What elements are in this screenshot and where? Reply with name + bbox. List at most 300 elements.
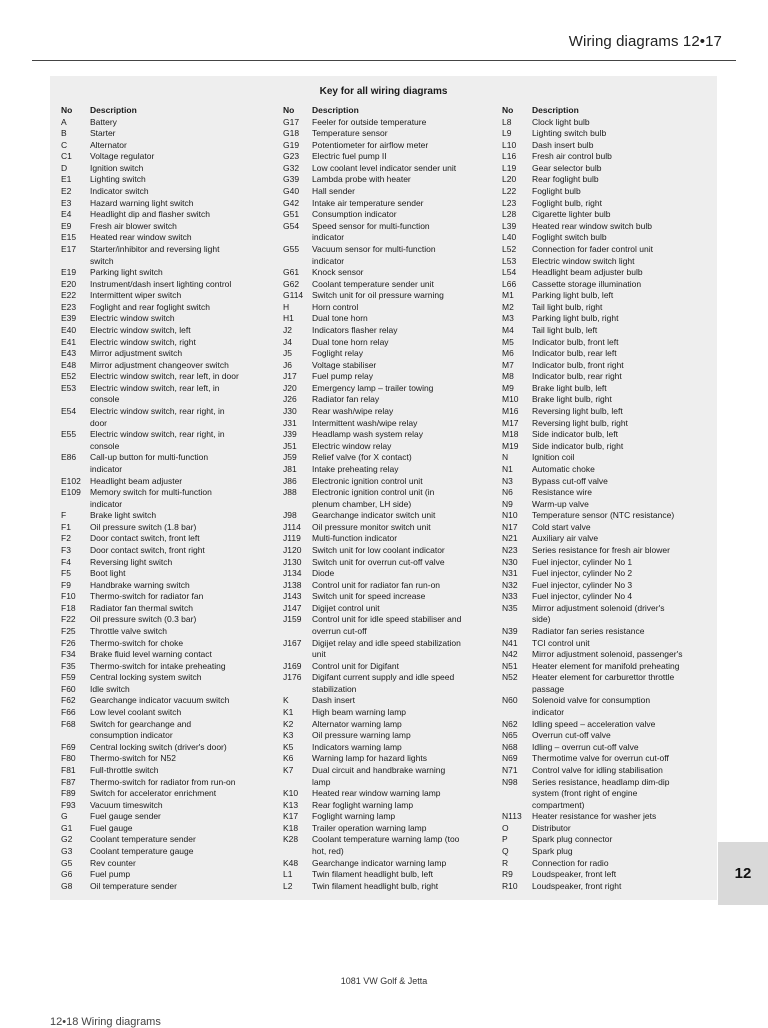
component-description: Foglight bulb, right [532,197,602,208]
component-code: F59 [61,672,76,683]
component-code: G32 [283,162,300,173]
component-description: Switch for accelerator enrichment [90,788,217,799]
key-entry-row [61,383,239,395]
component-code: J169 [283,660,302,671]
component-code: F [61,510,67,521]
component-description: Connection for fader control unit [532,243,653,254]
key-entry-row [502,476,682,488]
component-code: M5 [502,336,514,347]
key-entry-row [283,221,461,233]
key-entry-row [283,117,461,129]
column-header-no: No [61,105,73,115]
key-entry-row [502,638,682,650]
component-code: E53 [61,382,77,393]
key-entry-row [283,302,461,314]
component-description: Call-up button for multi-function [90,452,209,463]
component-description: Emergency lamp – trailer towing [312,382,434,393]
key-entry-row [283,487,461,499]
component-code: J59 [283,452,297,463]
component-description: switch [90,255,114,266]
component-description: Parking light bulb, left [532,290,614,301]
component-code: F26 [61,637,76,648]
component-description: Electric window switch, rear right, in [90,406,225,417]
key-entry-row [502,846,682,858]
component-code: N113 [502,811,522,822]
key-entry-row [61,522,239,534]
key-entry-row [502,742,682,754]
component-code: L2 [283,880,293,891]
component-description: overrun cut-off [312,626,367,637]
key-entry-row [283,765,461,777]
component-description: Heater element for manifold preheating [532,660,680,671]
component-description: Switch unit for low coolant indicator [312,544,445,555]
component-description: Switch unit for speed increase [312,591,426,602]
component-code [61,394,90,406]
key-entry-row [61,614,239,626]
component-description: Thermo-switch for choke [90,637,184,648]
key-entry-row [502,858,682,870]
component-description: Knock sensor [312,267,364,278]
component-code: L53 [502,255,517,266]
key-entry-row [283,464,461,476]
component-description: Headlight dip and flasher switch [90,209,211,220]
key-entry-row [61,371,239,383]
key-entry-row [502,522,682,534]
component-description: Thermotime valve for overrun cut-off [532,753,669,764]
component-code: F87 [61,776,76,787]
key-entry-row [283,244,461,256]
component-code [283,649,312,661]
key-entry-row [283,777,461,789]
component-code [61,256,90,268]
component-description: Radiator fan series resistance [532,626,645,637]
component-description: Fuel gauge sender [90,811,161,822]
component-code: E55 [61,429,77,440]
key-entry-row [502,151,682,163]
key-entry-row [283,753,461,765]
component-description: Fuel injector, cylinder No 3 [532,579,633,590]
key-entry-row [61,765,239,777]
key-entry-row [61,626,239,638]
component-description: Dash insert [312,695,355,706]
key-entry-row [283,429,461,441]
key-entry-row [502,464,682,476]
key-entry-row [61,533,239,545]
key-entry-row [502,649,682,661]
component-description: Electronic ignition control unit (in [312,487,435,498]
component-description: Dual circuit and handbrake warning [312,764,446,775]
key-entry-row [61,869,239,881]
key-entry-row [283,603,461,615]
key-entry-row [283,151,461,163]
component-code: N98 [502,776,518,787]
component-code: M9 [502,382,514,393]
component-code: M4 [502,324,514,335]
key-entry-row [283,557,461,569]
component-description: Heated rear window switch bulb [532,220,653,231]
component-description: Electric window switch, right [90,336,196,347]
component-code: E23 [61,301,77,312]
key-entry-row [502,174,682,186]
component-description: passage [532,683,565,694]
component-description: Temperature sensor [312,128,388,139]
key-entry-row [283,174,461,186]
component-code: G19 [283,139,300,150]
component-description: Spark plug connector [532,834,613,845]
component-code: G114 [283,290,304,301]
component-code: F62 [61,695,76,706]
component-description: Memory switch for multi-function [90,487,212,498]
component-description: Thermo-switch for radiator from run-on [90,776,236,787]
component-description: Temperature sensor (NTC resistance) [532,510,675,521]
component-description: Idle switch [90,683,130,694]
key-entry-row [61,858,239,870]
key-entry-row [283,638,461,650]
component-code: N42 [502,649,518,660]
component-code: J147 [283,602,302,613]
key-entry-row [283,626,461,638]
key-entry-row [283,371,461,383]
key-entry-row [283,800,461,812]
key-entry-row [61,360,239,372]
component-description: Alternator [90,139,127,150]
component-description: Voltage stabiliser [312,359,377,370]
component-code: F69 [61,741,76,752]
key-entry-row [61,267,239,279]
component-description: Relief valve (for X contact) [312,452,412,463]
key-entry-row [61,429,239,441]
component-code: F35 [61,660,76,671]
key-entry-row [61,487,239,499]
component-code: J114 [283,521,301,532]
component-code: K2 [283,718,294,729]
component-description: Fuel gauge [90,822,133,833]
key-entry-row [61,788,239,800]
component-code: F4 [61,556,71,567]
component-description: Fuel pump relay [312,371,373,382]
component-description: Rear wash/wipe relay [312,406,394,417]
component-code: G17 [283,116,300,127]
component-description: Thermo-switch for N52 [90,753,176,764]
key-entry-row [61,568,239,580]
key-entry-row [61,545,239,557]
component-code: N10 [502,510,518,521]
key-entry-row [61,348,239,360]
component-code: E20 [61,278,77,289]
component-description: Radiator fan relay [312,394,380,405]
key-entry-row [61,232,239,244]
component-description: Rev counter [90,857,136,868]
key-entry-row [61,302,239,314]
key-entry-row [502,869,682,881]
component-description: TCI control unit [532,637,590,648]
component-code: F89 [61,788,76,799]
component-description: Alternator warning lamp [312,718,402,729]
key-entry-row [61,684,239,696]
key-entry-row [61,638,239,650]
key-entry-row [502,661,682,673]
key-entry-row [502,117,682,129]
key-entry-row [61,337,239,349]
component-description: Dual tone horn [312,313,368,324]
component-code: P [502,834,508,845]
component-description: Gearchange indicator vacuum switch [90,695,230,706]
component-code: F68 [61,718,76,729]
component-description: Fresh air control bulb [532,151,612,162]
component-description: Twin filament headlight bulb, right [312,880,439,891]
key-entry-row [61,198,239,210]
component-code: N52 [502,672,518,683]
key-entry-row [283,730,461,742]
component-description: Brake light switch [90,510,157,521]
component-description: Reversing light bulb, right [532,417,628,428]
key-entry-row [283,695,461,707]
component-description: Trailer operation warning lamp [312,822,427,833]
key-entry-row [502,777,682,789]
key-entry-row [283,313,461,325]
component-code: E41 [61,336,77,347]
key-entry-row [283,337,461,349]
key-entry-row [283,684,461,696]
key-entry-row [283,788,461,800]
key-entry-row [61,151,239,163]
key-entry-row [283,499,461,511]
component-code: J119 [283,533,301,544]
component-description: Indicator bulb, front left [532,336,619,347]
component-description: Heater resistance for washer jets [532,811,657,822]
key-entry-row [283,614,461,626]
key-entry-row [502,256,682,268]
component-description: Coolant temperature sender unit [312,278,434,289]
component-code [283,684,312,696]
key-entry-row [502,719,682,731]
key-entry-row [61,174,239,186]
component-description: Parking light bulb, right [532,313,619,324]
component-description: door [90,417,108,428]
component-code: G54 [283,220,300,231]
component-code: E102 [61,475,81,486]
component-code: G [61,811,68,822]
key-entry-row [283,568,461,580]
component-description: Resistance wire [532,487,592,498]
key-entry-row [61,499,239,511]
component-description: Throttle valve switch [90,626,167,637]
component-code: E43 [61,348,77,359]
key-entry-row [502,684,682,696]
component-code [283,499,312,511]
component-code: E39 [61,313,77,324]
component-code: M17 [502,417,519,428]
component-code [61,730,90,742]
component-description: Spark plug [532,846,573,856]
component-description: Headlight beam adjuster [90,475,183,486]
component-description: Mirror adjustment changeover switch [90,359,229,370]
key-entry-row [502,834,682,846]
key-entry-row [61,406,239,418]
column-header-description: Description [90,105,137,115]
component-code: N30 [502,556,518,567]
component-code: K10 [283,788,299,799]
component-code: E19 [61,267,77,278]
component-code: J20 [283,382,297,393]
component-code: K [283,695,289,706]
component-description: indicator [312,255,345,266]
key-entry-row [502,232,682,244]
key-entry-row [502,765,682,777]
component-code: N62 [502,718,518,729]
component-description: Hazard warning light switch [90,197,194,208]
component-code [502,614,532,626]
key-entry-row [61,661,239,673]
key-entry-row [502,626,682,638]
component-code: N69 [502,753,518,764]
component-description: Heated rear window switch [90,232,192,243]
component-code: N9 [502,498,513,509]
key-entry-row [502,140,682,152]
component-description: Dash insert bulb [532,139,594,150]
key-entry-row [283,510,461,522]
component-description: console [90,394,120,405]
component-description: Electric fuel pump II [312,151,387,162]
key-entry-row [502,800,682,812]
component-description: Coolant temperature warning lamp (too [312,834,460,845]
component-description: Handbrake warning switch [90,579,190,590]
component-code: R10 [502,880,518,891]
key-entry-row [61,476,239,488]
component-description: plenum chamber, LH side) [312,498,412,509]
component-code: A [61,116,67,127]
key-entry-row [283,325,461,337]
component-description: Warning lamp for hazard lights [312,753,427,764]
component-code: K7 [283,764,294,775]
column-header-no: No [283,105,295,115]
key-entry-row [502,672,682,684]
component-code: E1 [61,174,72,185]
component-description: Door contact switch, front left [90,533,200,544]
component-code: O [502,822,509,833]
key-entry-row [283,672,461,684]
component-code: J159 [283,614,302,625]
component-description: indicator [90,463,123,474]
key-entry-row [283,742,461,754]
component-code: L20 [502,174,517,185]
key-entry-row [502,487,682,499]
component-description: Fuel pump [90,869,131,880]
component-code: N23 [502,544,518,555]
component-code [502,800,532,812]
column-header-description: Description [312,105,359,115]
component-code: M8 [502,371,514,382]
key-entry-row [61,186,239,198]
component-code: F10 [61,591,76,602]
component-code: M19 [502,440,519,451]
key-entry-row [61,163,239,175]
component-description: Door contact switch, front right [90,544,205,555]
component-code: J2 [283,324,292,335]
key-entry-row [283,232,461,244]
component-code: F81 [61,764,76,775]
component-description: Control unit for radiator fan run-on [312,579,441,590]
component-code [283,626,312,638]
component-code: J86 [283,475,297,486]
component-code: G51 [283,209,300,220]
key-entry-row [61,649,239,661]
key-entry-row [502,580,682,592]
component-description: Brake light bulb, right [532,394,612,405]
component-code: G5 [61,857,73,868]
component-description: Distributor [532,822,571,833]
component-description: Electric window switch, rear left, in door [90,371,239,382]
component-description: Indicators warning lamp [312,741,402,752]
component-description: Hall sender [312,186,355,197]
component-description: Reversing light bulb, left [532,406,623,417]
component-description: Warm-up valve [532,498,589,509]
component-description: Rear foglight warning lamp [312,799,414,810]
component-description: Fresh air blower switch [90,220,177,231]
component-description: Switch unit for overrun cut-off valve [312,556,445,567]
column-header-row [61,105,239,117]
component-code: N65 [502,730,518,741]
component-description: Horn control [312,301,359,312]
component-description: Indicators flasher relay [312,324,398,335]
component-description: Fuel injector, cylinder No 1 [532,556,633,567]
component-description: Thermo-switch for intake preheating [90,660,226,671]
component-code: K17 [283,811,299,822]
component-description: Ignition coil [532,452,575,463]
component-description: Vacuum sensor for multi-function [312,243,436,254]
component-code: H1 [283,313,294,324]
component-description: console [90,440,120,451]
component-code: E2 [61,186,72,197]
component-code: N71 [502,764,518,775]
key-entry-row [61,140,239,152]
key-entry-row [61,313,239,325]
component-code: M2 [502,301,514,312]
component-code: R [502,857,509,868]
component-description: Intermittent wiper switch [90,290,182,301]
component-code: J39 [283,429,297,440]
key-entry-row [283,198,461,210]
key-entry-row [61,510,239,522]
key-entry-row [283,441,461,453]
key-entry-row [61,557,239,569]
component-code: G3 [61,846,73,856]
component-description: system (front right of engine [532,788,638,799]
key-entry-row [502,244,682,256]
key-entry-row [502,418,682,430]
key-entry-row [502,394,682,406]
key-entry-row [61,221,239,233]
component-code: F25 [61,626,76,637]
key-entry-row [283,591,461,603]
key-entry-row [502,348,682,360]
component-code: N35 [502,602,518,613]
component-description: Central locking system switch [90,672,202,683]
component-code: E3 [61,197,72,208]
component-code: F34 [61,649,76,660]
component-description: Voltage regulator [90,151,155,162]
component-description: Electric window relay [312,440,392,451]
key-entry-row [502,186,682,198]
key-entry-row [502,499,682,511]
key-entry-row [283,846,461,858]
component-description: Digijet control unit [312,602,380,613]
component-description: Side indicator bulb, right [532,440,624,451]
component-code: N31 [502,568,518,579]
key-entry-row [61,719,239,731]
key-entry-row [502,591,682,603]
component-code: K18 [283,822,299,833]
